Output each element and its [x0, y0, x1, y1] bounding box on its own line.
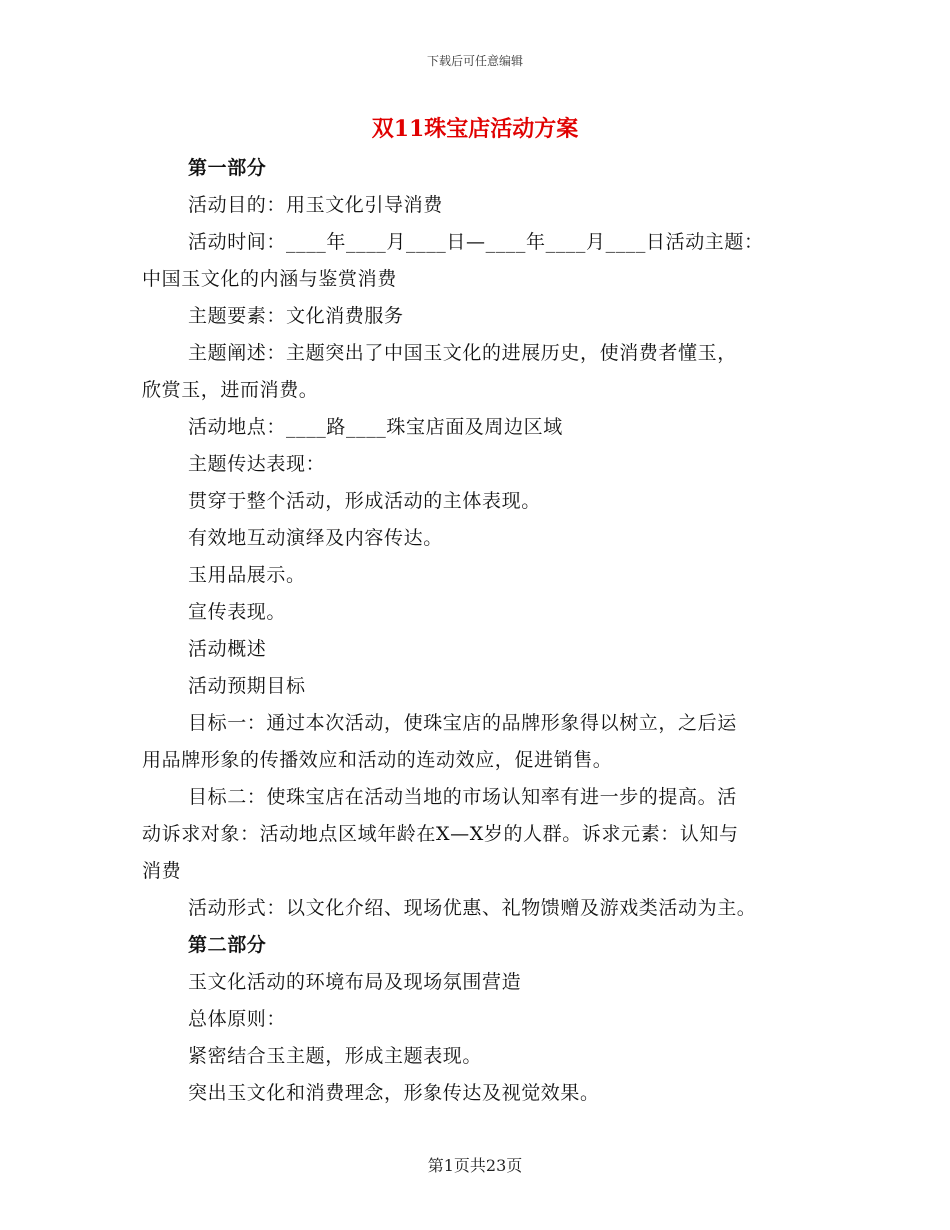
body-line: 活动目的：用玉文化引导消费 [188, 194, 443, 216]
body-line: 玉用品展示。 [188, 564, 306, 586]
document-title: 双11珠宝店活动方案 [371, 116, 579, 142]
body-line: 消费 [142, 860, 182, 882]
body-line: 突出玉文化和消费理念，形象传达及视觉效果。 [188, 1082, 600, 1104]
body-line: 动诉求对象：活动地点区域年龄在X—X岁的人群。诉求元素：认知与 [142, 823, 739, 845]
body-line: 主题阐述：主题突出了中国玉文化的进展历史，使消费者懂玉， [188, 342, 737, 364]
page-footer: 第1页共23页 [427, 1156, 523, 1175]
section-heading: 第一部分 [188, 157, 267, 179]
body-line: 活动时间：____年____月____日—____年____月____日活动主题： [188, 231, 764, 253]
body-line: 用品牌形象的传播效应和活动的连动效应，促进销售。 [142, 749, 613, 771]
body-line: 总体原则： [188, 1008, 287, 1030]
body-line: 中国玉文化的内涵与鉴赏消费 [142, 268, 397, 290]
body-line: 宣传表现。 [188, 601, 287, 623]
body-line: 目标二：使珠宝店在活动当地的市场认知率有进一步的提高。活 [188, 786, 737, 808]
body-line: 有效地互动演绎及内容传达。 [188, 527, 443, 549]
body-line: 玉文化活动的环境布局及现场氛围营造 [188, 971, 522, 993]
section-heading: 第二部分 [188, 934, 267, 956]
body-line: 主题传达表现： [188, 453, 326, 475]
body-line: 贯穿于整个活动，形成活动的主体表现。 [188, 490, 541, 512]
body-line: 紧密结合玉主题，形成主题表现。 [188, 1045, 483, 1067]
document-body [142, 150, 808, 1112]
body-line: 欣赏玉，进而消费。 [142, 379, 319, 401]
body-line: 目标一：通过本次活动，使珠宝店的品牌形象得以树立，之后运 [188, 712, 737, 734]
body-line: 活动形式：以文化介绍、现场优惠、礼物馈赠及游戏类活动为主。 [188, 897, 757, 919]
body-line: 活动预期目标 [188, 675, 306, 697]
body-line: 活动地点：____路____珠宝店面及周边区域 [188, 416, 563, 438]
page-header: 下载后可任意编辑 [426, 54, 523, 68]
body-line: 活动概述 [188, 638, 267, 660]
body-line: 主题要素：文化消费服务 [188, 305, 404, 327]
